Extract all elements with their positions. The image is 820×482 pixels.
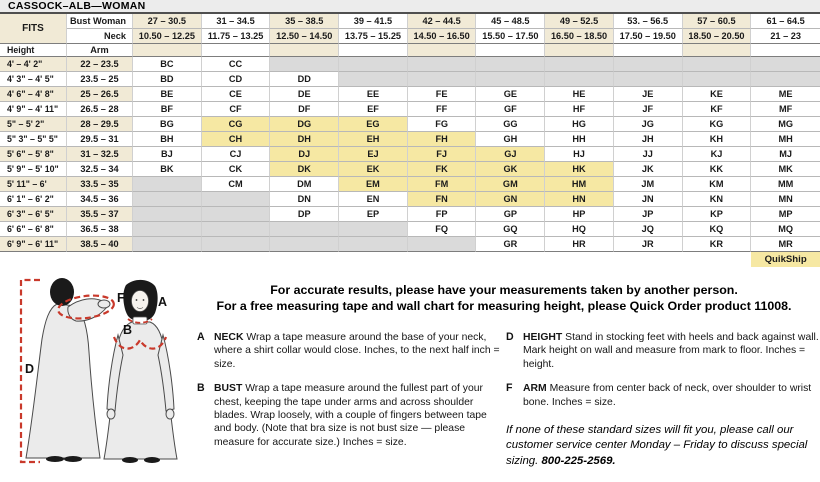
na-cell (339, 237, 408, 252)
instruction-term: ARM (523, 383, 547, 395)
size-cell: FG (408, 117, 477, 132)
header-filler-cell (202, 44, 271, 57)
height-range: 5" 3" – 5" 5" (0, 132, 67, 147)
size-cell: EE (339, 87, 408, 102)
size-cell: BH (133, 132, 202, 147)
size-cell: HP (545, 207, 614, 222)
na-cell (339, 72, 408, 87)
arm-range: 35.5 – 37 (67, 207, 133, 222)
header-filler-cell (683, 44, 752, 57)
special-sizing-note (506, 423, 820, 469)
size-cell: GF (476, 102, 545, 117)
figure-label-bust: B (123, 323, 133, 337)
na-cell (339, 222, 408, 237)
size-cell: JE (614, 87, 683, 102)
size-cell: HK (545, 162, 614, 177)
size-cell: KM (683, 177, 752, 192)
size-cell: ME (751, 87, 820, 102)
height-range: 4' 6" – 4' 8" (0, 87, 67, 102)
arm-range: 34.5 – 36 (67, 192, 133, 207)
instruction-key: D (506, 331, 514, 343)
na-cell (270, 222, 339, 237)
size-cell: CK (202, 162, 271, 177)
arm-range: 22 – 23.5 (67, 57, 133, 72)
size-cell: HN (545, 192, 614, 207)
instruction-text: Measure from center back of neck, over shoulder to wrist bone. Inches = size. (523, 383, 812, 408)
instruction-text: Wrap a tape measure around the fullest part of your chest, keeping the tape under arms and across shoulder blades. Wrap loosely, with a couple of fingers between tape and body. (Note that bra size is not bust size — please measure for accurate size.) Inches = size. (214, 383, 487, 448)
special-sizing-text: If none of these standard sizes will fit you, please call our customer service center Monday – Friday to discuss special sizing. (506, 424, 808, 467)
size-cell: GP (476, 207, 545, 222)
back-view-figure (21, 278, 115, 462)
neck-range-header: 18.50 – 20.50 (683, 29, 752, 44)
size-cell: GN (476, 192, 545, 207)
size-cell: HQ (545, 222, 614, 237)
na-cell (133, 237, 202, 252)
na-cell (133, 192, 202, 207)
size-cell: FQ (408, 222, 477, 237)
size-cell: MM (751, 177, 820, 192)
size-cell: KH (683, 132, 752, 147)
size-chart-table (0, 14, 820, 267)
size-cell: FK (408, 162, 477, 177)
na-cell (133, 177, 202, 192)
bust-range-header: 42 – 44.5 (408, 14, 477, 29)
size-cell: CH (202, 132, 271, 147)
size-cell: JP (614, 207, 683, 222)
size-cell: DK (270, 162, 339, 177)
bust-woman-label: Bust Woman (67, 14, 133, 29)
header-filler-cell (133, 44, 202, 57)
size-cell: EP (339, 207, 408, 222)
size-cell: JN (614, 192, 683, 207)
na-cell (751, 72, 820, 87)
height-range: 4' 3" – 4' 5" (0, 72, 67, 87)
fits-label: FITS (0, 14, 67, 44)
size-cell: DE (270, 87, 339, 102)
neck-range-header: 14.50 – 16.50 (408, 29, 477, 44)
size-cell: EM (339, 177, 408, 192)
neck-range-header: 15.50 – 17.50 (476, 29, 545, 44)
size-cell: DH (270, 132, 339, 147)
arm-range: 31 – 32.5 (67, 147, 133, 162)
intro-line-1: For accurate results, please have your measurements taken by another person. (270, 283, 738, 297)
na-cell (683, 57, 752, 72)
size-cell: EN (339, 192, 408, 207)
size-cell: CJ (202, 147, 271, 162)
na-cell (202, 222, 271, 237)
neck-range-header: 13.75 – 15.25 (339, 29, 408, 44)
size-cell: KR (683, 237, 752, 252)
size-cell: FE (408, 87, 477, 102)
na-cell (133, 207, 202, 222)
instruction-key: A (197, 331, 205, 343)
arm-range: 28 – 29.5 (67, 117, 133, 132)
size-cell: FP (408, 207, 477, 222)
figure-label-height: D (25, 362, 35, 376)
page-title: CASSOCK–ALB—WOMAN (0, 0, 820, 14)
size-cell: BK (133, 162, 202, 177)
size-cell: GM (476, 177, 545, 192)
instruction-key: B (197, 382, 205, 395)
intro-text (188, 282, 820, 314)
arm-range: 32.5 – 34 (67, 162, 133, 177)
neck-range-header: 17.50 – 19.50 (614, 29, 683, 44)
size-cell: JG (614, 117, 683, 132)
size-cell: DG (270, 117, 339, 132)
size-cell: HG (545, 117, 614, 132)
size-cell: JQ (614, 222, 683, 237)
size-cell: EJ (339, 147, 408, 162)
na-cell (270, 237, 339, 252)
na-cell (408, 72, 477, 87)
neck-range-header: 10.50 – 12.25 (133, 29, 202, 44)
bust-range-header: 61 – 64.5 (751, 14, 820, 29)
arm-range: 38.5 – 40 (67, 237, 133, 252)
instruction-term: NECK (214, 332, 244, 343)
arm-range: 33.5 – 35 (67, 177, 133, 192)
size-cell: MK (751, 162, 820, 177)
size-cell: MG (751, 117, 820, 132)
bust-range-header: 31 – 34.5 (202, 14, 271, 29)
size-cell: CF (202, 102, 271, 117)
size-cell: CE (202, 87, 271, 102)
size-cell: HE (545, 87, 614, 102)
arm-range: 23.5 – 25 (67, 72, 133, 87)
size-cell: BD (133, 72, 202, 87)
size-cell: DJ (270, 147, 339, 162)
na-cell (408, 57, 477, 72)
size-cell: MN (751, 192, 820, 207)
na-cell (202, 207, 271, 222)
bust-range-header: 39 – 41.5 (339, 14, 408, 29)
neck-range-header: 11.75 – 13.25 (202, 29, 271, 44)
height-range: 6' 1" – 6' 2" (0, 192, 67, 207)
size-cell: HJ (545, 147, 614, 162)
size-cell: MP (751, 207, 820, 222)
size-cell: GR (476, 237, 545, 252)
size-cell: GE (476, 87, 545, 102)
arm-range: 36.5 – 38 (67, 222, 133, 237)
header-filler-cell (614, 44, 683, 57)
size-cell: EK (339, 162, 408, 177)
instruction-text: Wrap a tape measure around the base of your neck, where a shirt collar would close. Inches, to the next half inch = size. (214, 332, 500, 370)
size-cell: FH (408, 132, 477, 147)
height-range: 5" – 5' 2" (0, 117, 67, 132)
size-cell: MR (751, 237, 820, 252)
height-range: 6' 3" – 6' 5" (0, 207, 67, 222)
size-cell: KK (683, 162, 752, 177)
size-cell: EF (339, 102, 408, 117)
instructions-right-column (506, 331, 820, 469)
bust-range-header: 49 – 52.5 (545, 14, 614, 29)
na-cell (614, 57, 683, 72)
bust-range-header: 57 – 60.5 (683, 14, 752, 29)
size-cell: GG (476, 117, 545, 132)
size-cell: HH (545, 132, 614, 147)
na-cell (408, 237, 477, 252)
arm-range: 26.5 – 28 (67, 102, 133, 117)
size-cell: GH (476, 132, 545, 147)
na-cell (751, 57, 820, 72)
size-cell: EG (339, 117, 408, 132)
size-cell: KF (683, 102, 752, 117)
measurement-figures-illustration (0, 277, 196, 481)
na-cell (270, 57, 339, 72)
size-cell: DD (270, 72, 339, 87)
height-range: 5' 9" – 5' 10" (0, 162, 67, 177)
na-cell (476, 57, 545, 72)
instruction-term: BUST (214, 383, 243, 395)
bust-range-header: 35 – 38.5 (270, 14, 339, 29)
neck-range-header: 21 – 23 (751, 29, 820, 44)
height-range: 6' 6" – 6' 8" (0, 222, 67, 237)
size-cell: GK (476, 162, 545, 177)
size-cell: DN (270, 192, 339, 207)
arm-range: 29.5 – 31 (67, 132, 133, 147)
size-cell: MJ (751, 147, 820, 162)
size-cell: KQ (683, 222, 752, 237)
neck-range-header: 12.50 – 14.50 (270, 29, 339, 44)
na-cell (683, 72, 752, 87)
bust-range-header: 27 – 30.5 (133, 14, 202, 29)
size-cell: CG (202, 117, 271, 132)
header-filler-cell (270, 44, 339, 57)
size-cell: EH (339, 132, 408, 147)
header-filler-cell (408, 44, 477, 57)
bust-range-header: 53. – 56.5 (614, 14, 683, 29)
height-range: 5' 6" – 5' 8" (0, 147, 67, 162)
neck-range-header: 16.50 – 18.50 (545, 29, 614, 44)
back-figure-head (50, 278, 74, 306)
instructions-left-column (197, 331, 500, 460)
height-range: 6' 9" – 6' 11" (0, 237, 67, 252)
header-filler-cell (476, 44, 545, 57)
size-cell: JM (614, 177, 683, 192)
quikship-badge: QuikShip (751, 252, 820, 267)
na-cell (545, 72, 614, 87)
instruction-height (506, 331, 820, 371)
na-cell (133, 222, 202, 237)
header-filler-cell (339, 44, 408, 57)
size-cell: BG (133, 117, 202, 132)
instruction-text: Stand in stocking feet with heels and back against wall. Mark height on wall and measure from mark to floor. Inches = height. (523, 332, 819, 370)
phone-number: 800-225-2569. (541, 454, 616, 467)
size-cell: JR (614, 237, 683, 252)
size-cell: MQ (751, 222, 820, 237)
na-cell (202, 237, 271, 252)
size-cell: KP (683, 207, 752, 222)
size-cell: KN (683, 192, 752, 207)
height-range: 4' – 4' 2" (0, 57, 67, 72)
arm-range: 25 – 26.5 (67, 87, 133, 102)
size-cell: FJ (408, 147, 477, 162)
arm-label: Arm (67, 44, 133, 57)
size-cell: HF (545, 102, 614, 117)
na-cell (202, 192, 271, 207)
size-cell: KE (683, 87, 752, 102)
figure-label-neck: A (158, 295, 168, 309)
instruction-neck (197, 331, 500, 371)
size-cell: BE (133, 87, 202, 102)
na-cell (339, 57, 408, 72)
size-cell: GQ (476, 222, 545, 237)
figure-label-arm: F (117, 291, 125, 305)
na-cell (545, 57, 614, 72)
instruction-key: F (506, 382, 513, 395)
header-filler-cell (751, 44, 820, 57)
intro-line-2: For a free measuring tape and wall chart for measuring height, please Quick Order product 11008. (216, 299, 792, 313)
header-filler-cell (545, 44, 614, 57)
size-cell: MH (751, 132, 820, 147)
size-cell: HM (545, 177, 614, 192)
size-cell: MF (751, 102, 820, 117)
size-cell: DM (270, 177, 339, 192)
instruction-arm (506, 382, 820, 409)
size-cell: FF (408, 102, 477, 117)
na-cell (614, 72, 683, 87)
size-cell: BF (133, 102, 202, 117)
size-cell: GJ (476, 147, 545, 162)
size-cell: CD (202, 72, 271, 87)
bust-range-header: 45 – 48.5 (476, 14, 545, 29)
size-cell: KJ (683, 147, 752, 162)
height-range: 5' 11" – 6' (0, 177, 67, 192)
height-range: 4' 9" – 4' 11" (0, 102, 67, 117)
size-cell: FM (408, 177, 477, 192)
na-cell (476, 72, 545, 87)
size-cell: CM (202, 177, 271, 192)
size-cell: HR (545, 237, 614, 252)
height-label: Height (0, 44, 67, 57)
size-cell: JJ (614, 147, 683, 162)
size-cell: JH (614, 132, 683, 147)
size-cell: FN (408, 192, 477, 207)
size-cell: JF (614, 102, 683, 117)
size-cell: DP (270, 207, 339, 222)
size-cell: DF (270, 102, 339, 117)
size-cell: BJ (133, 147, 202, 162)
instruction-bust (197, 382, 500, 449)
size-cell: JK (614, 162, 683, 177)
instruction-term: HEIGHT (523, 332, 563, 343)
neck-label: Neck (67, 29, 133, 44)
size-cell: KG (683, 117, 752, 132)
size-cell: BC (133, 57, 202, 72)
size-cell: CC (202, 57, 271, 72)
